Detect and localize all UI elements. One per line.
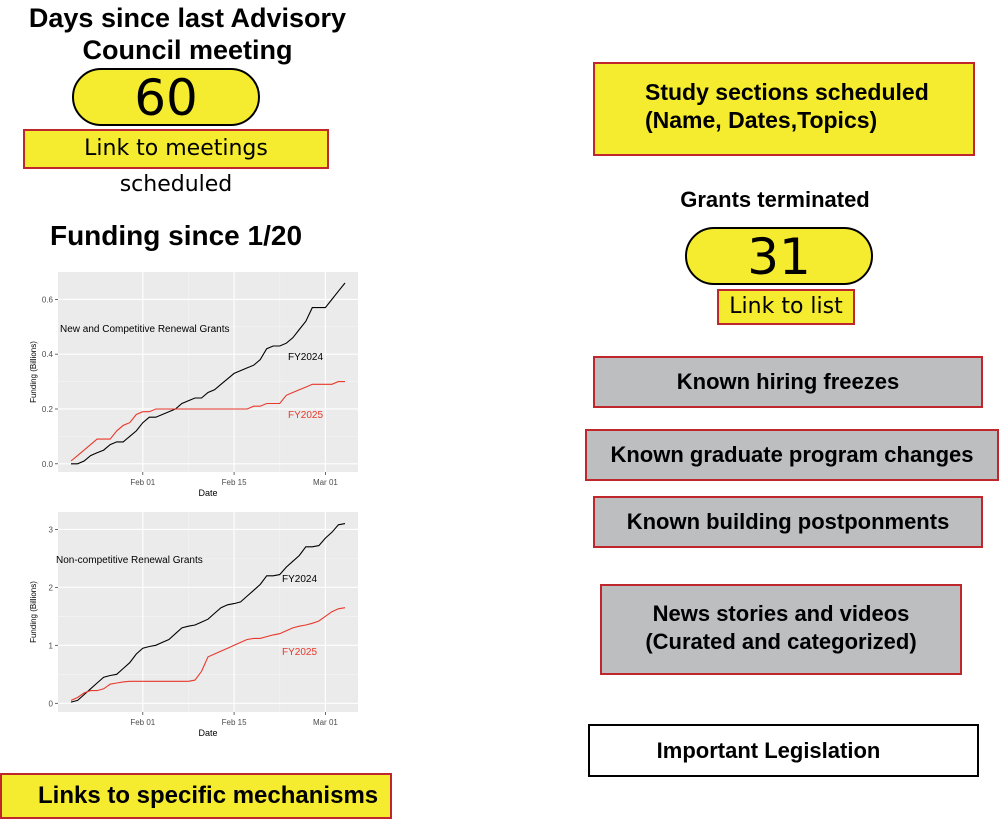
x-tick-label: Feb 01 (130, 718, 156, 727)
important-legislation-box[interactable]: Important Legislation (588, 724, 979, 777)
plot-panel (58, 272, 358, 472)
y-tick-label: 1 (48, 641, 53, 651)
grants-terminated-title: Grants terminated (680, 187, 870, 212)
y-tick-label: 0.0 (41, 459, 53, 469)
hiring-freezes-box[interactable]: Known hiring freezes (593, 356, 983, 408)
plot-panel (58, 512, 358, 712)
news-stories-line2: (Curated and categorized) (645, 629, 917, 654)
x-tick-label: Mar 01 (312, 718, 338, 727)
funding-title: Funding since 1/20 (49, 220, 303, 251)
x-tick-label: Feb 15 (221, 478, 247, 487)
x-axis-title: Date (198, 728, 218, 738)
y-tick-label: 0.4 (41, 350, 53, 360)
y-tick-label: 2 (48, 583, 53, 593)
advisory-title-line2: Council meeting (82, 35, 293, 65)
study-sections-box[interactable] (593, 62, 975, 156)
chart-new-competitive-grants (20, 268, 365, 506)
meetings-scheduled-link[interactable]: Link to meetings scheduled (23, 129, 329, 169)
y-axis-title: Funding (Billions) (29, 341, 38, 403)
chart-noncompetitive-grants (20, 508, 365, 746)
y-tick-label: 3 (48, 525, 53, 535)
specific-mechanisms-link[interactable]: Links to specific mechanisms (0, 773, 392, 819)
study-sections-line1: Study sections scheduled (645, 79, 929, 105)
advisory-title-line1: Days since last Advisory (28, 3, 347, 33)
chart-title: Non-competitive Renewal Grants (56, 555, 203, 566)
building-postponements-box[interactable]: Known building postponments (593, 496, 983, 548)
x-tick-label: Feb 01 (130, 478, 156, 487)
news-stories-box[interactable] (600, 584, 962, 675)
x-tick-label: Mar 01 (312, 478, 338, 487)
advisory-title (0, 2, 375, 66)
y-tick-label: 0.6 (41, 295, 53, 305)
grants-terminated-value: 31 (747, 228, 811, 286)
y-tick-label: 0.2 (41, 404, 53, 414)
series-label-fy2025: FY2025 (288, 410, 324, 421)
series-label-fy2024: FY2024 (288, 352, 324, 363)
x-axis-title: Date (198, 488, 218, 498)
series-label-fy2024: FY2024 (282, 574, 318, 585)
news-stories-line1: News stories and videos (652, 601, 910, 626)
terminated-list-link[interactable]: Link to list (717, 289, 855, 325)
x-tick-label: Feb 15 (221, 718, 247, 727)
graduate-program-changes-box[interactable]: Known graduate program changes (585, 429, 999, 481)
chart-title: New and Competitive Renewal Grants (60, 324, 230, 335)
study-sections-line2: (Name, Dates,Topics) (645, 107, 878, 133)
days-since-meeting-value: 60 (134, 69, 198, 127)
grants-terminated-counter (685, 227, 873, 285)
y-tick-label: 0 (48, 699, 53, 709)
series-label-fy2025: FY2025 (282, 647, 318, 658)
days-since-meeting-counter (72, 68, 260, 126)
y-axis-title: Funding (Billions) (29, 581, 38, 643)
